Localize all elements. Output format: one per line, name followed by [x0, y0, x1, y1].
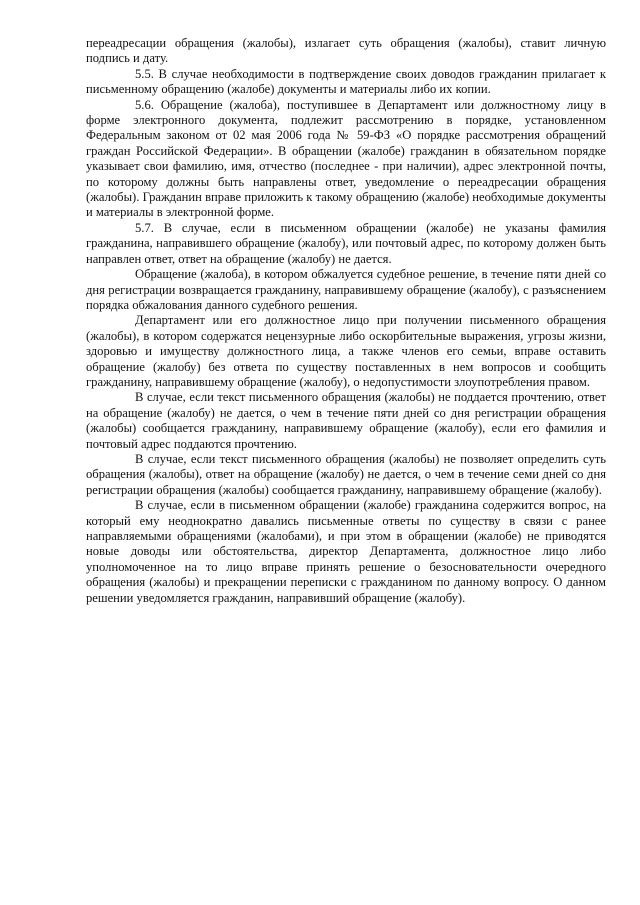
paragraph-repeated-question: В случае, если в письменном обращении (жалобе) гражданина содержится вопрос, на который ему неоднократно давались письменные ответы по существу в связи с ранее направляемыми обращениями (жалобами), и при этом в обращении (жалобе) не приводятся новые доводы или обстоятельства, директор Департамента, должностное лицо либо уполномоченное на то лицо вправе принять решение о безосновательности очередного обращения (жалобы) и прекращении переписки с гражданином по данному вопросу. О данном решении уведомляется гражданин, направивший обращение (жалобу). — [86, 498, 606, 605]
paragraph-continuation: переадресации обращения (жалобы), излагает суть обращения (жалобы), ставит личную подпись и дату. — [86, 36, 606, 66]
paragraph-unreadable-text: В случае, если текст письменного обращения (жалобы) не поддается прочтению, ответ на обращение (жалобу) не дается, о чем в течение пяти дней со дня регистрации обращения (жалобы) сообщается гражданину, направившему обращение (жалобу), если его фамилия и почтовый адрес поддаются прочтению. — [86, 390, 606, 451]
paragraph-offensive-content: Департамент или его должностное лицо при получении письменного обращения (жалобы), в котором содержатся нецензурные либо оскорбительные выражения, угрозы жизни, здоровью и имуществу должностного лица, а также членов его семьи, вправе оставить обращение (жалобу) без ответа по существу поставленных в нем вопросов и сообщить гражданину, направившему обращение (жалобу), о недопустимости злоупотребления правом. — [86, 313, 606, 389]
paragraph-court-decision: Обращение (жалоба), в котором обжалуется судебное решение, в течение пяти дней со дня регистрации возвращается гражданину, направившему обращение (жалобу), с разъяснением порядка обжалования данного судебного решения. — [86, 267, 606, 312]
paragraph-undefined-essence: В случае, если текст письменного обращения (жалобы) не позволяет определить суть обращения (жалобы), ответ на обращение (жалобу) не дается, о чем в течение семи дней со дня регистрации обращения (жалобы) сообщается гражданину, направившему обращение (жалобу). — [86, 451, 606, 497]
paragraph-5-7: 5.7. В случае, если в письменном обращении (жалобе) не указаны фамилия гражданина, направившего обращение (жалобу), или почтовый адрес, по которому должен быть направлен ответ, ответ на обращение (жалобу) не дается. — [86, 220, 606, 266]
paragraph-5-6: 5.6. Обращение (жалоба), поступившее в Департамент или должностному лицу в форме электронного документа, подлежит рассмотрению в порядке, установленном Федеральным законом от 02 мая 2006 года № 59-ФЗ «О порядке рассмотрения обращений граждан Российской Федерации». В обращении (жалобе) гражданин в обязательном порядке указывает свои фамилию, имя, отчество (последнее - при наличии), адрес электронной почты, по которому должны быть направлены ответ, уведомление о переадресации обращения (жалобы). Гражданин вправе приложить к такому обращению (жалобе) необходимые документы и материалы в электронной форме. — [86, 97, 606, 220]
document-body — [86, 36, 606, 606]
paragraph-5-5: 5.5. В случае необходимости в подтверждение своих доводов гражданин прилагает к письменному обращению (жалобе) документы и материалы либо их копии. — [86, 66, 606, 97]
